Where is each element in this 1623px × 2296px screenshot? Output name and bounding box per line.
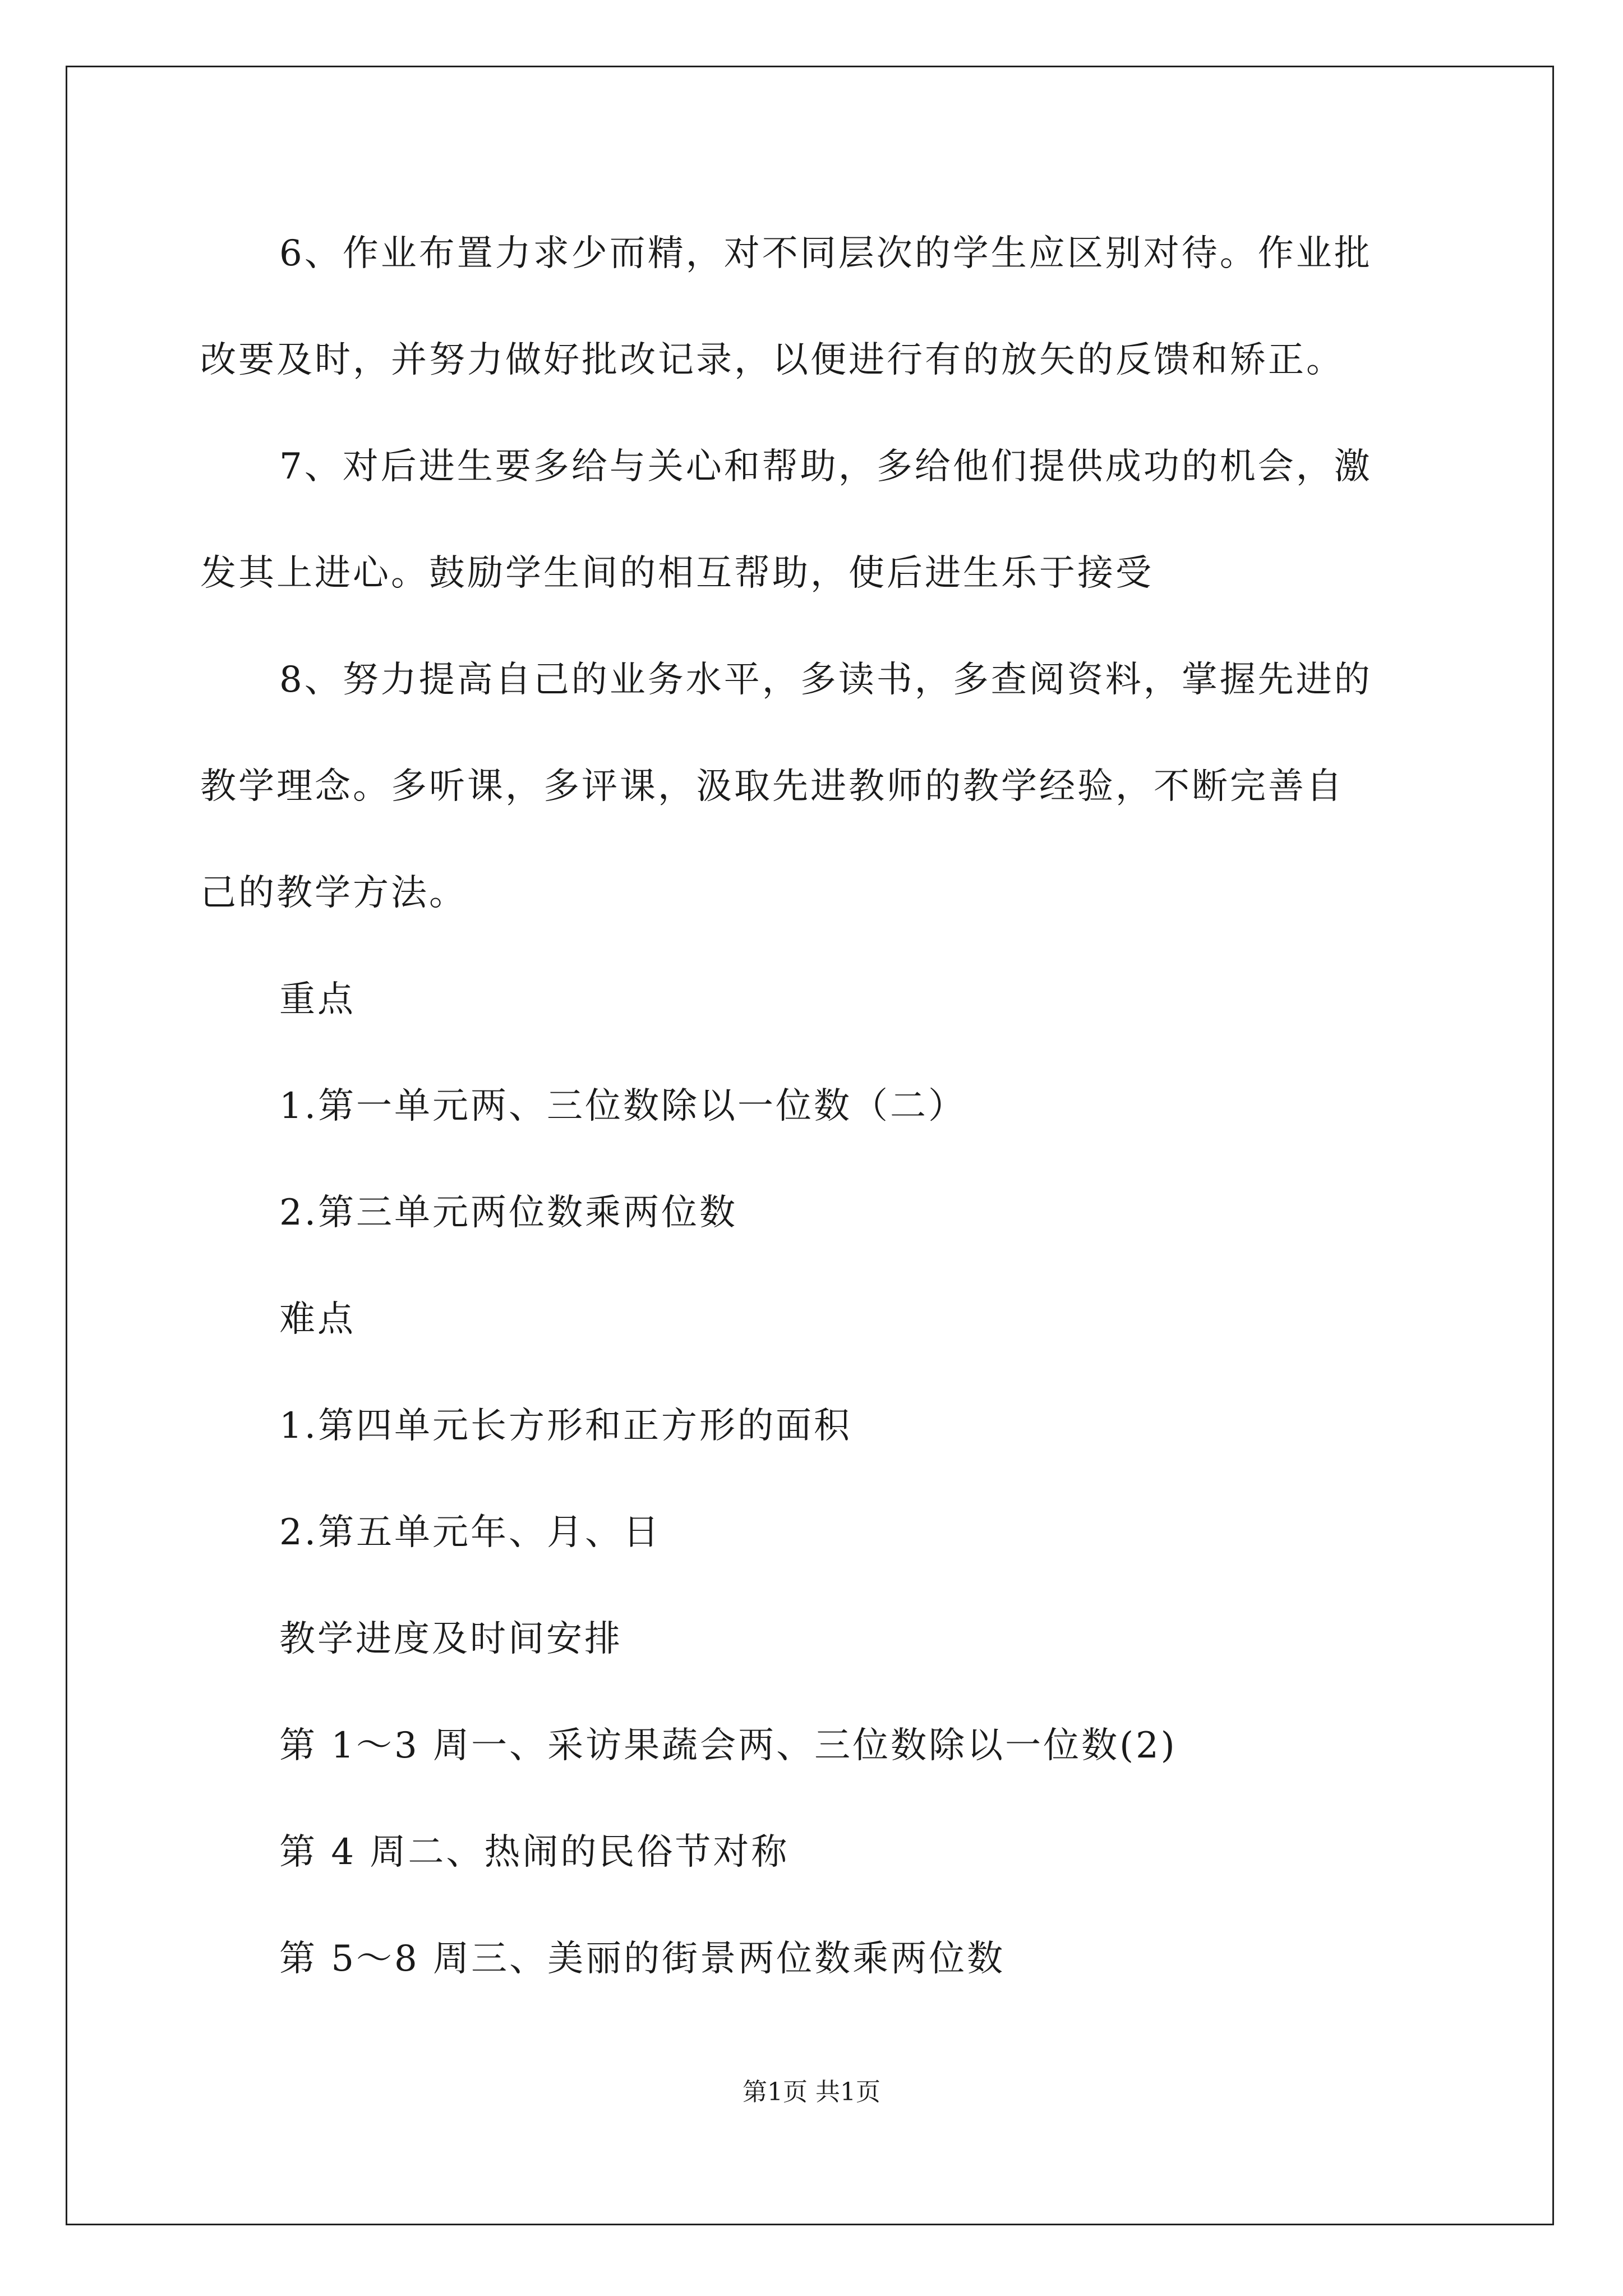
paragraph-8-line-1: 8、努力提高自己的业务水平，多读书，多查阅资料，掌握先进的: [279, 659, 1372, 701]
schedule-item-3: 第 5～8 周三、美丽的街景两位数乘两位数: [279, 1938, 1006, 1980]
paragraph-8-line-3: 己的教学方法。: [200, 872, 467, 914]
key-point-item-2: 2.第三单元两位数乘两位数: [279, 1192, 738, 1234]
schedule-item-2: 第 4 周二、热闹的民俗节对称: [279, 1832, 790, 1873]
schedule-item-1: 第 1～3 周一、采访果蔬会两、三位数除以一位数(2): [279, 1725, 1177, 1766]
paragraph-7-line-1: 7、对后进生要多给与关心和帮助，多给他们提供成功的机会，激: [279, 446, 1372, 487]
paragraph-6-line-2: 改要及时，并努力做好批改记录，以便进行有的放矢的反馈和矫正。: [200, 339, 1344, 381]
difficult-point-item-1: 1.第四单元长方形和正方形的面积: [279, 1405, 852, 1447]
paragraph-8-line-2: 教学理念。多听课，多评课，汲取先进教师的教学经验，不断完善自: [200, 766, 1344, 807]
heading-key-points: 重点: [279, 979, 356, 1020]
paragraph-7-line-2: 发其上进心。鼓励学生间的相互帮助，使后进生乐于接受: [200, 553, 1154, 594]
page-footer: 第1页 共1页: [743, 2078, 880, 2106]
heading-difficult-points: 难点: [279, 1299, 356, 1340]
paragraph-6-line-1: 6、作业布置力求少而精，对不同层次的学生应区别对待。作业批: [279, 233, 1372, 274]
heading-schedule: 教学进度及时间安排: [279, 1618, 623, 1660]
key-point-item-1: 1.第一单元两、三位数除以一位数（二）: [279, 1085, 967, 1127]
difficult-point-item-2: 2.第五单元年、月、日: [279, 1512, 662, 1553]
